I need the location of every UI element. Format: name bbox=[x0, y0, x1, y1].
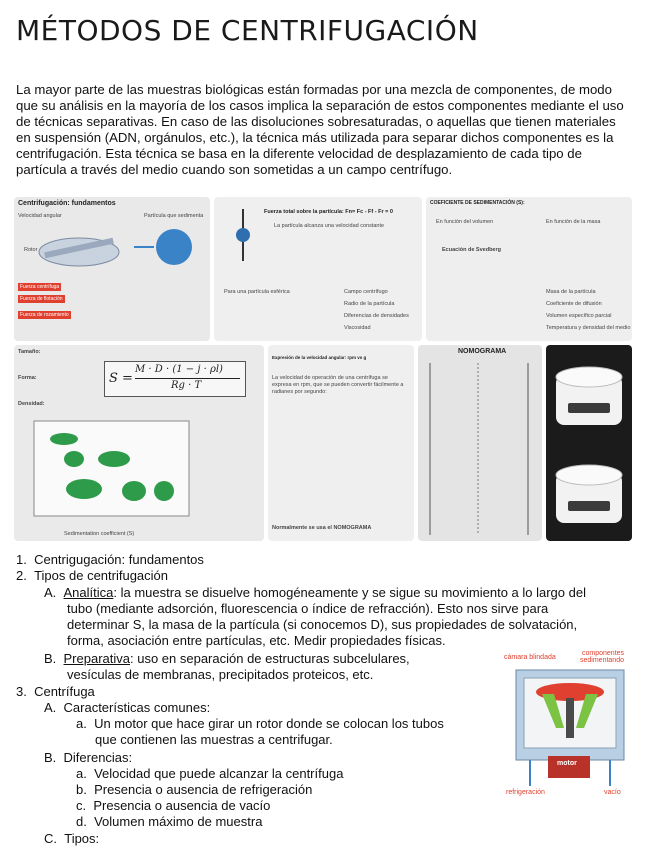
panel-title: Expresión de la velocidad angular: rpm vs g bbox=[272, 355, 367, 360]
list-item: 1. Centrigugación: fundamentos bbox=[16, 552, 204, 567]
preparativa-label: Preparativa bbox=[63, 651, 130, 666]
text-spherical: Para una partícula esférica bbox=[224, 289, 290, 295]
label-motor: motor bbox=[557, 760, 577, 767]
list-line: vesículas de membranas, precipitados proteicos, etc. bbox=[67, 667, 374, 682]
text-viscosity: Viscosidad bbox=[344, 325, 371, 331]
list-line: tubo (mediante adsorción, fluorescencia o índice de refracción). Esto nos sirve para bbox=[67, 601, 549, 616]
item-text: Centrífuga bbox=[34, 684, 95, 699]
centrifuge-schematic bbox=[502, 664, 632, 794]
panel-velocidad bbox=[268, 345, 414, 541]
item-shape: Forma: bbox=[18, 375, 37, 381]
item-text: Tipos: bbox=[64, 831, 100, 846]
text-diffusion: Coeficiente de difusión bbox=[546, 301, 602, 307]
label-refrigeration: refrigeración bbox=[506, 789, 545, 796]
text-densities: Diferencias de densidades bbox=[344, 313, 409, 319]
list-item: b. Presencia o ausencia de refrigeración bbox=[76, 782, 313, 797]
item-text: Volumen máximo de muestra bbox=[94, 814, 263, 829]
text-temperature: Temperatura y densidad del medio bbox=[546, 325, 631, 331]
panel-title: COEFICIENTE DE SEDIMENTACIÓN (S): bbox=[430, 200, 525, 206]
label-flotation: Fuerza de flotación bbox=[20, 296, 63, 302]
analitica-label: Analítica bbox=[63, 585, 114, 600]
label-chamber: cámara blindada bbox=[504, 654, 556, 661]
panel-fundamentos bbox=[14, 197, 210, 341]
text-rpm: La velocidad de operación de una centrífuga se expresa en rpm, que se pueden convertir fácilmente a radianes por segundo: bbox=[272, 375, 404, 395]
panel-photos bbox=[546, 345, 632, 541]
force-arrows bbox=[228, 205, 258, 265]
centrifuge-photo-bottom bbox=[546, 443, 632, 541]
text-nomogram: Normalmente se usa el NOMOGRAMA bbox=[272, 525, 372, 531]
item-text: Diferencias: bbox=[63, 750, 133, 765]
item-text: Un motor que hace girar un rotor donde se colocan los tubos bbox=[94, 716, 444, 731]
text-svedberg: Ecuación de Svedberg bbox=[442, 247, 501, 253]
list-item: a. Velocidad que puede alcanzar la centrífuga bbox=[76, 766, 344, 781]
text-partial-volume: Volumen específico parcial bbox=[546, 313, 612, 319]
item-text: Presencia o ausencia de vacío bbox=[93, 798, 271, 813]
label-vacuum: vacío bbox=[604, 789, 621, 796]
panel-title: NOMOGRAMA bbox=[458, 348, 507, 355]
item-text: : uso en separación de estructuras subcelulares, bbox=[130, 651, 410, 666]
text-field: Campo centrífugo bbox=[344, 289, 388, 295]
list-item: 2. Tipos de centrifugación bbox=[16, 568, 169, 583]
centrifuge-photo-top bbox=[546, 345, 632, 441]
page-title: MÉTODOS DE CENTRIFUGACIÓN bbox=[16, 14, 479, 47]
centrifuge-diagram bbox=[502, 646, 632, 796]
list-line: que contienen las muestras a centrifugar. bbox=[95, 732, 333, 747]
label-rotor: Rotor bbox=[24, 247, 38, 253]
list-item: A. Características comunes: bbox=[44, 700, 211, 715]
panel-fuerza-total bbox=[214, 197, 422, 341]
svedberg-formula-box bbox=[104, 361, 246, 397]
panel-tamano bbox=[14, 345, 264, 541]
list-item: A. Analítica: la muestra se disuelve homogéneamente y se sigue su movimiento a lo largo del bbox=[44, 585, 586, 600]
formula-s: S = bbox=[109, 371, 133, 386]
item-size: Tamaño: bbox=[18, 349, 41, 355]
item-text: : la muestra se disuelve homogéneamente y se sigue su movimiento a lo largo del bbox=[113, 585, 586, 600]
formula-denominator: Rg · T bbox=[171, 380, 202, 391]
list-item: c. Presencia o ausencia de vacío bbox=[76, 798, 271, 813]
list-item: 3. Centrífuga bbox=[16, 684, 95, 699]
nomogram-scales bbox=[418, 359, 542, 539]
item-text: Características comunes: bbox=[63, 700, 211, 715]
label-speed: Velocidad angular bbox=[18, 213, 62, 219]
panel-nomograma bbox=[418, 345, 542, 541]
list-item: B. Diferencias: bbox=[44, 750, 133, 765]
sedimentation-plot bbox=[24, 419, 194, 529]
item-text: Tipos de centrifugación bbox=[34, 568, 169, 583]
panel-title: Centrifugación: fundamentos bbox=[18, 200, 116, 207]
list-item: a. Un motor que hace girar un rotor donde se colocan los tubos bbox=[76, 716, 444, 731]
panel-coeficiente bbox=[426, 197, 632, 341]
label-components: componentes bbox=[582, 650, 625, 657]
list-item: B. Preparativa: uso en separación de estructuras subcelulares, bbox=[44, 651, 410, 666]
list-line: forma, asociación entre partículas, etc. Medir propiedades físicas. bbox=[67, 633, 446, 648]
text-constant: La partícula alcanza una velocidad constante bbox=[274, 223, 385, 229]
formula-numerator: M · D · (1 − j · ρl) bbox=[135, 364, 223, 375]
panel-title: Fuerza total sobre la partícula: Fn= Fc - Ff - Fr = 0 bbox=[264, 209, 393, 215]
list-item: C. Tipos: bbox=[44, 831, 100, 846]
text-radius: Radio de la partícula bbox=[344, 301, 395, 307]
item-density: Densidad: bbox=[18, 401, 45, 407]
text-volume: En función del volumen bbox=[436, 219, 494, 225]
intro-paragraph: La mayor parte de las muestras biológicas están formadas por una mezcla de componentes, de modo que su análisis en la mayoría de los casos implica la separación de estos componentes mediante el uso de técnicas separativas. En caso de las disoluciones sobresaturadas, o aquellas que tienen materiales en suspensión (ADN, orgánulos, etc.), la técnica más utilizada para separar dichos componentes es la centrifugación. Esta técnica se basa en la diferente velocidad de desplazamiento de cada tipo de partícula a través del medio cuando son sometidas a un campo centrífugo. bbox=[16, 82, 624, 177]
plot-xlabel: Sedimentation coefficient (S) bbox=[64, 531, 135, 537]
label-friction: Fuerza de rozamiento bbox=[20, 312, 69, 318]
list-item: d. Volumen máximo de muestra bbox=[76, 814, 263, 829]
label-particle: Partícula que sedimenta bbox=[144, 213, 204, 219]
label-centrifugal: Fuerza centrífuga bbox=[20, 284, 60, 290]
label-sedimenting: sedimentando bbox=[580, 657, 624, 664]
text-mass: En función de la masa bbox=[546, 219, 601, 225]
item-text: Velocidad que puede alcanzar la centrífuga bbox=[94, 766, 344, 781]
image-collage bbox=[14, 197, 632, 541]
item-text: Centrigugación: fundamentos bbox=[34, 552, 204, 567]
text-particle-mass: Masa de la partícula bbox=[546, 289, 596, 295]
item-text: Presencia o ausencia de refrigeración bbox=[94, 782, 313, 797]
list-line: determinar S, la masa de la partícula (si conocemos D), sus propiedades de solvatación, bbox=[67, 617, 578, 632]
